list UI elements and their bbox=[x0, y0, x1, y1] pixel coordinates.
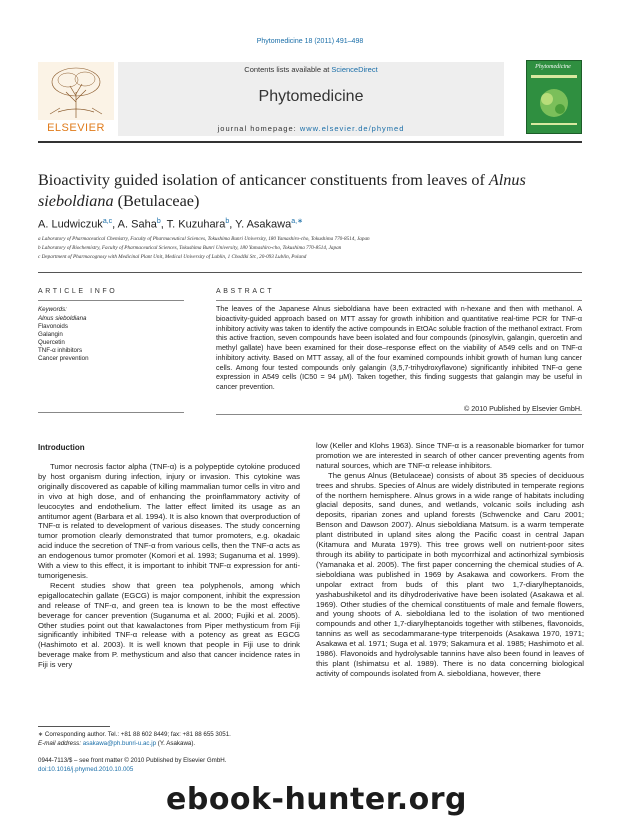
keyword: Cancer prevention bbox=[38, 355, 89, 362]
journal-reference[interactable]: Phytomedicine 18 (2011) 491–498 bbox=[256, 38, 364, 45]
journal-name: Phytomedicine bbox=[258, 88, 364, 105]
affiliation-c: c Department of Pharmacognosy with Medicinal Plant Unit, Medical University of Lublin, 1 Chodźki Str., 20-093 Lublin, Poland bbox=[38, 254, 307, 260]
body-right-column bbox=[316, 441, 584, 679]
email-label: E-mail address: bbox=[38, 739, 83, 747]
author-name: A. Ludwiczuk bbox=[38, 218, 103, 231]
author-affiliation-marker[interactable]: b bbox=[225, 218, 230, 225]
abstract-bottom-divider bbox=[216, 414, 582, 415]
affiliation-a: a Laboratory of Pharmaceutical Chemistry, Faculty of Pharmaceutical Sciences, Tokushima Bunri University, 180 Yamashiro-cho, Tokushima 770-8514, Japan bbox=[38, 236, 370, 242]
article-info-heading: ARTICLE INFO bbox=[38, 288, 118, 295]
title-part-1: Bioactivity guided isolation of anticancer constituents from leaves of bbox=[38, 171, 489, 189]
keyword: Flavonoids bbox=[38, 323, 68, 330]
contents-prefix: Contents lists available at bbox=[244, 65, 332, 74]
abstract-heading: ABSTRACT bbox=[216, 288, 275, 295]
author-affiliation-marker[interactable]: a,c bbox=[102, 218, 113, 225]
author-name: A. Saha bbox=[117, 218, 157, 231]
issn-line: 0944-7113/$ – see front matter © 2010 Published by Elsevier GmbH. bbox=[38, 757, 227, 764]
article-info-divider bbox=[38, 300, 184, 301]
body-paragraph: Recent studies show that green tea polyphenols, among which epigallocatechin gallate (EGCG) is major component, inhibit the expression and release of TNF-α, and green tea is known to be the most effective beverage for cancer prevention (Suganuma et al. 2000; Fujiki et al. 2005). Other studies point out that kawalactones from Piper methysticum from Fiji significantly inhibited TNF-α release with a potency as great as EGCG (Hashimoto et al. 2003). It is well known that people in Fiji use to drink beverage make from P. methysticum and also that cancer incidence rates in Fiji is very bbox=[38, 580, 300, 670]
sciencedirect-link[interactable]: ScienceDirect bbox=[331, 65, 378, 74]
keywords-label: Keywords: bbox=[38, 306, 67, 313]
affiliation-b: b Laboratory of Biochemistry, Faculty of Pharmaceutical Sciences, Tokushima Bunri University, 180 Yamashiro-cho, Tokushima 770-8514, Japan bbox=[38, 245, 342, 251]
title-italic-2: sieboldiana bbox=[38, 192, 114, 210]
issn-block bbox=[38, 757, 300, 774]
author-name: T. Kuzuhara bbox=[166, 218, 226, 231]
corresponding-author-line: ∗ Corresponding author. Tel.: +81 88 602 8449; fax: +81 88 655 3051. bbox=[38, 731, 231, 738]
title-italic-1: Alnus bbox=[488, 171, 526, 189]
watermark: ebook-hunter.org bbox=[166, 782, 467, 817]
keyword: Galangin bbox=[38, 331, 63, 338]
abstract-text: The leaves of the Japanese Alnus sieboldiana have been extracted with n-hexane and then with methanol. A bioactivity-guided approach based on MTT assay for growth inhibition and quantitative real-time PCR for TNF-α inhibitory activity was taken to identify the active compounds in EtOAc soluble fraction of the methanol extract. From this active fraction, seven compounds have been isolated and four compounds (pinosylvin, galangin, quercetin and methyl gallate) have been examined for their dose–response effect on the viability of A549 cells and on TNF-α inhibitory activity. Based on MTT assay, all of the four examined compounds inhibit growth of human lung cancer cells. Among four tested compounds only galangin (3,5,7-trihydroxyflavone) significantly inhibited TNF-α gene expression in A549 cells (IC50 = 94 μM). Taken together, this finding suggests that galangin may be useful in cancer prevention. bbox=[216, 305, 582, 391]
abstract-copyright: © 2010 Published by Elsevier GmbH. bbox=[464, 405, 582, 413]
email-line bbox=[38, 740, 300, 749]
article-info-bottom-divider bbox=[38, 412, 184, 413]
keyword: Alnus sieboldiana bbox=[38, 315, 87, 322]
journal-cover-image bbox=[526, 60, 582, 134]
title-divider bbox=[38, 272, 582, 273]
doi-link[interactable]: doi:10.1016/j.phymed.2010.10.005 bbox=[38, 765, 134, 773]
introduction-heading: Introduction bbox=[38, 443, 85, 452]
title-part-2: (Betulaceae) bbox=[113, 192, 200, 210]
body-paragraph: low (Keller and Klohs 1963). Since TNF-α is a reasonable biomarker for tumor promotion we are interested in search of other cancer preventing agents from natural sources, which are TNF-α release inhibitors. bbox=[316, 441, 584, 470]
contents-line bbox=[118, 65, 504, 74]
cover-title: Phytomedicine bbox=[535, 64, 571, 70]
homepage-link[interactable]: www.elsevier.de/phymed bbox=[299, 124, 405, 133]
author-list: A. Ludwiczuk$^{a,c}$, A. Saha$^b$, T. Kuzuhara$^b$, Y. Asakawa$^{a,∗}$ bbox=[38, 218, 303, 231]
elsevier-wordmark: ELSEVIER bbox=[47, 122, 105, 134]
abstract-divider bbox=[216, 300, 582, 301]
author-name: Y. Asakawa bbox=[235, 218, 292, 231]
body-paragraph: The genus Alnus (Betulaceae) consists of about 35 species of deciduous trees and shrubs. Species of Alnus are widely distributed in temperate regions of the northern hemisphere. Alnus grows in a wide range of habitats including glacial deposits, sand dunes, and wetlands, volcanic soils including ash deposits, riparian zones and upland forests (Schwencke and Caru 2001; Benson and Dawson 2007). Alnus sieboldiana Matsum. is a warm temperate plant distributed in upland sites along the Pacific coast in central Japan (Kitamura and Murata 1979). This tree grows well on nutrient-poor sites through its ability to participate in both mycorrhizal and actinorhizal symbiosis (Yamanaka et al. 2005). The first paper concerning the chemical studies of A. sieboldiana was published in 1969 by Asakawa and coworkers. From the unpolar extract from buds of this plant two 1,7-diarylheptanoids, yashabushiketol and its dihydroderivative have been isolated (Asakawa et al. 1969). Other studies of the chemical constituents of male and female flowers, and young shoots of A. sieboldiana led to the isolation of two mentioned compounds and other 1,7-diarylheptanoids together with stilbenes, flavonoids, tannins as well as secodammarane-type triterpenoids (Asakawa 1970, 1971; Asakawa et al. 1971; Suga et al. 1979; Sakamura et al. 1985; Hashimoto et al. 1986). Flavonoids and hydrolysable tannins have also been found in leaves of this plant (Ishimatsu et al. 1989). There is no data concerning biological activity of compounds isolated from A. sieboldiana, however, there bbox=[316, 470, 584, 678]
email-link[interactable]: asakawa@ph.bunri-u.ac.jp bbox=[82, 739, 157, 747]
homepage-prefix: journal homepage: bbox=[217, 124, 300, 133]
corresponding-author-footnote bbox=[38, 731, 300, 748]
header-divider bbox=[38, 141, 582, 143]
email-suffix: (Y. Asakawa). bbox=[156, 739, 196, 747]
author-affiliation-marker[interactable]: a,∗ bbox=[291, 218, 303, 225]
body-left-column bbox=[38, 462, 300, 670]
article-title bbox=[38, 170, 582, 212]
keyword: Quercetin bbox=[38, 339, 65, 346]
body-paragraph: Tumor necrosis factor alpha (TNF-α) is a polypeptide cytokine produced by host organism during infection, injury or invasion. This cytokine was originally discovered as capable of killing mammalian tumor cells in vitro and in vivo at high dose, and of enhancing the proinflammatory activity of leucocytes and endothelium. The latter effect limited its usage as an antitumor agent (Barbara et al. 1994). It is also known that overproduction of TNF-α is related to development of various diseases. The study concerning tumor promotion clearly demonstrated that tumor promoters, e.g. okadaic acid induce the secretion of TNF-α from various cells, then the TNF-α acts as an endogenous tumor promoter (Komori et al. 1993; Suganuma et al. 1999). With a view to this effect, it is important to inhibit TNF-α expression for anti-tumorigenesis. bbox=[38, 462, 300, 580]
author-affiliation-marker[interactable]: b bbox=[156, 218, 161, 225]
keyword: TNF-α inhibitors bbox=[38, 347, 83, 354]
footnote-divider bbox=[38, 726, 110, 727]
homepage-line bbox=[118, 124, 504, 133]
